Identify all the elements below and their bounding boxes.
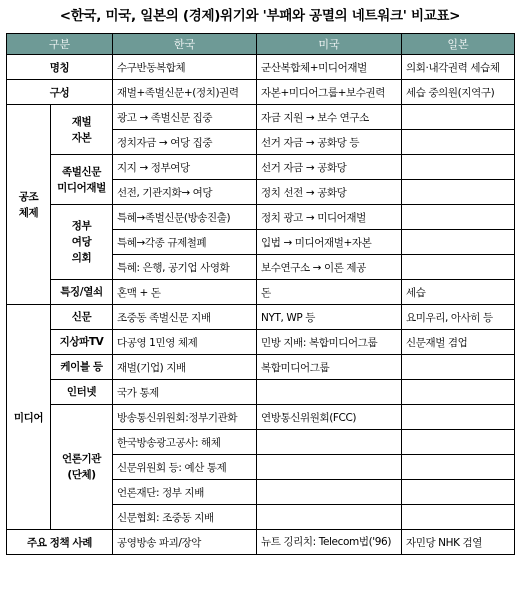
group-label	[51, 105, 113, 155]
table-row	[7, 55, 515, 80]
cell-usa: 보수연구소 → 이론 제공	[257, 255, 402, 280]
group-label	[51, 355, 113, 380]
cell-usa: 군산복합체+미디어재벌	[257, 55, 402, 80]
cell-korea: 특혜: 은행, 공기업 사영화	[113, 255, 257, 280]
cell-korea: 특혜→족벌신문(방송진출)	[113, 205, 257, 230]
header-japan: 일본	[402, 34, 515, 55]
table-row	[7, 330, 515, 355]
cell-korea: 지지 → 정부여당	[113, 155, 257, 180]
table-row	[7, 405, 515, 430]
cell-japan: 자민당 NHK 검열	[402, 530, 515, 555]
header-usa: 미국	[257, 34, 402, 55]
cell-japan	[402, 380, 515, 405]
header-category: 구분	[7, 34, 113, 55]
cell-korea: 재벌(기업) 지배	[113, 355, 257, 380]
cell-japan: 의회·내각권력 세습체	[402, 55, 515, 80]
cell-korea: 방송통신위원회:정부기관화	[113, 405, 257, 430]
cell-japan	[402, 405, 515, 430]
cell-japan	[402, 455, 515, 480]
label-line: 여당	[71, 236, 92, 248]
cell-usa	[257, 480, 402, 505]
cell-usa: 복합미디어그룹	[257, 355, 402, 380]
cell-usa	[257, 380, 402, 405]
group-label	[51, 380, 113, 405]
table-row	[7, 105, 515, 130]
cell-korea: 선전, 기관지화→ 여당	[113, 180, 257, 205]
table-row	[7, 205, 515, 230]
page-title: <한국, 미국, 일본의 (경제)위기와 '부패와 공멸의 네트워크' 비교표>	[59, 8, 461, 24]
cell-japan: 요미우리, 아사히 등	[402, 305, 515, 330]
label-line: 공조	[18, 190, 39, 203]
label-line: 신문	[71, 311, 92, 323]
cell-japan	[402, 230, 515, 255]
cell-korea: 특혜→각종 규제철폐	[113, 230, 257, 255]
table-row	[7, 380, 515, 405]
cell-usa	[257, 455, 402, 480]
table-row	[7, 530, 515, 555]
cell-usa: 자본+미디어그룹+보수권력	[257, 80, 402, 105]
section-label-symbiosis	[7, 105, 51, 305]
cell-usa: 뉴트 깅리치: Telecom법('96)	[257, 530, 402, 555]
header-korea: 한국	[113, 34, 257, 55]
cell-japan: 세습	[402, 280, 515, 305]
cell-usa	[257, 505, 402, 530]
label-line: 언론기관	[62, 453, 101, 465]
group-label	[51, 330, 113, 355]
cell-korea: 광고 → 족벌신문 집중	[113, 105, 257, 130]
cell-usa: 입법 → 미디어재벌+자본	[257, 230, 402, 255]
label-line: 특징/열쇠	[60, 286, 103, 298]
cell-japan: 신문재벌 겸업	[402, 330, 515, 355]
group-label	[51, 155, 113, 205]
section-label-media: 미디어	[7, 305, 51, 530]
row-label-composition: 구성	[7, 80, 113, 105]
table-row	[7, 80, 515, 105]
cell-korea: 신문협회: 조중동 지배	[113, 505, 257, 530]
cell-usa: 민방 지배: 복합미디어그룹	[257, 330, 402, 355]
label-line: (단체)	[67, 469, 96, 481]
cell-usa: 정치 광고 → 미디어재벌	[257, 205, 402, 230]
table-row	[7, 155, 515, 180]
cell-usa: 돈	[257, 280, 402, 305]
cell-usa	[257, 430, 402, 455]
label-line: 정부	[71, 220, 92, 232]
label-line: 재벌	[71, 115, 92, 128]
cell-japan: 세습 중의원(지역구)	[402, 80, 515, 105]
comparison-table	[6, 33, 515, 555]
header-row	[7, 34, 515, 55]
label-line: 케이블 등	[60, 361, 103, 373]
cell-korea: 혼맥 + 돈	[113, 280, 257, 305]
cell-japan	[402, 155, 515, 180]
row-label-policy: 주요 정책 사례	[7, 530, 113, 555]
cell-korea: 한국방송광고공사: 해체	[113, 430, 257, 455]
label-line: 의회	[71, 252, 92, 264]
cell-japan	[402, 255, 515, 280]
group-label	[51, 405, 113, 530]
group-label	[51, 305, 113, 330]
label-line: 미디어재벌	[57, 181, 106, 194]
cell-korea: 다공영 1민영 체제	[113, 330, 257, 355]
cell-japan	[402, 480, 515, 505]
cell-japan	[402, 430, 515, 455]
table-row	[7, 305, 515, 330]
cell-korea: 국가 통제	[113, 380, 257, 405]
cell-japan	[402, 105, 515, 130]
label-line: 족벌신문	[62, 165, 101, 178]
cell-korea: 조중동 족벌신문 지배	[113, 305, 257, 330]
label-line: 인터넷	[66, 386, 97, 398]
cell-japan	[402, 130, 515, 155]
cell-korea: 신문위원회 등: 예산 통제	[113, 455, 257, 480]
cell-usa: 자금 지원 → 보수 연구소	[257, 105, 402, 130]
cell-japan	[402, 205, 515, 230]
cell-usa: 선거 자금 → 공화당 등	[257, 130, 402, 155]
cell-korea: 수구반동복합체	[113, 55, 257, 80]
cell-korea: 재벌+족벌신문+(정치)권력	[113, 80, 257, 105]
row-label-naming: 명칭	[7, 55, 113, 80]
cell-japan	[402, 355, 515, 380]
cell-japan	[402, 505, 515, 530]
cell-usa: 정치 선전 → 공화당	[257, 180, 402, 205]
table-row	[7, 355, 515, 380]
cell-usa: 연방통신위원회(FCC)	[257, 405, 402, 430]
cell-korea: 언론재단: 정부 지배	[113, 480, 257, 505]
cell-usa: NYT, WP 등	[257, 305, 402, 330]
table-row	[7, 280, 515, 305]
cell-japan	[402, 180, 515, 205]
cell-korea: 공영방송 파괴/장악	[113, 530, 257, 555]
cell-korea: 정치자금 → 여당 집중	[113, 130, 257, 155]
cell-usa: 선거 자금 → 공화당	[257, 155, 402, 180]
label-line: 체제	[18, 206, 39, 219]
label-line: 자본	[71, 131, 92, 144]
group-label	[51, 205, 113, 280]
label-line: 지상파TV	[59, 336, 104, 348]
group-label	[51, 280, 113, 305]
